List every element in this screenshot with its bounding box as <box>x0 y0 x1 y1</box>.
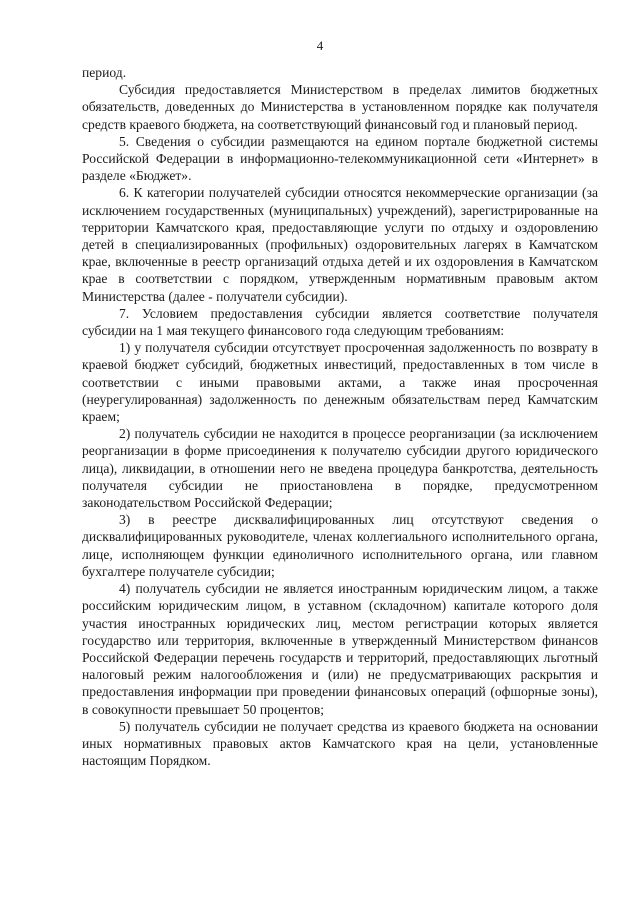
paragraph-item-6: 6. К категории получателей субсидии относятся некоммерческие организации (за исключением государственных (муниципальных) учреждений), зарегистрированные на территории Камчатского края, предоставляющие услуги по отдыху и оздоровлению детей в специализированных (профильных) оздоровительных лагерях в Камчатском крае, включенные в реестр организаций отдыха детей и их оздоровления в Камчатском крае в соответствии с порядком, утвержденным нормативным правовым актом Министерства (далее - получатели субсидии). <box>82 185 598 304</box>
paragraph-item-5: 5. Сведения о субсидии размещаются на едином портале бюджетной системы Российской Федерации в информационно-телекоммуникационной сети «Интернет» в разделе «Бюджет». <box>82 133 598 184</box>
paragraph-requirement-3: 3) в реестре дисквалифицированных лиц отсутствуют сведения о дисквалифицированных руководителе, членах коллегиального исполнительного органа, лице, исполняющем функции единоличного исполнительного органа, или главном бухгалтере получателе субсидии; <box>82 512 598 579</box>
page-number: 4 <box>316 38 324 53</box>
paragraph-requirement-2: 2) получатель субсидии не находится в процессе реорганизации (за исключением реорганизации в форме присоединения к получателю субсидии другого юридического лица), ликвидации, в отношении него не введена процедура банкротства, деятельность получателя субсидии не приостановлена в порядке, предусмотренном законодательством Российской Федерации; <box>82 426 598 511</box>
paragraph-subsidy-limits: Субсидия предоставляется Министерством в пределах лимитов бюджетных обязательств, доведенных до Министерства в установленном порядке как получателя средств краевого бюджета, на соответствующий финансовый год и плановый период. <box>82 82 598 132</box>
paragraph-requirement-5: 5) получатель субсидии не получает средства из краевого бюджета на основании иных нормативных правовых актов Камчатского края на цели, установленные настоящим Порядком. <box>82 718 598 769</box>
paragraph-requirement-1: 1) у получателя субсидии отсутствует просроченная задолженность по возврату в краевой бюджет субсидий, бюджетных инвестиций, предоставленных в том числе в соответствии с иными правовыми актами, а также иная просроченная (неурегулированная) задолженность по денежным обязательствам перед Камчатским краем; <box>82 340 598 425</box>
paragraph-continuation: период. <box>82 65 127 80</box>
paragraph-requirement-4: 4) получатель субсидии не является иностранным юридическим лицом, а также российским юридическим лицом, в уставном (складочном) капитале которого доля участия иностранных юридических лиц, местом регистрации которых является государство или территория, включенные в утвержденный Министерством финансов Российской Федерации перечень государств и территорий, предоставляющих льготный налоговый режим налогообложения и (или) не предусматривающих раскрытия и предоставления информации при проведении финансовых операций (офшорные зоны), в совокупности превышает 50 процентов; <box>82 581 598 717</box>
document-body <box>82 64 598 769</box>
paragraph-item-7: 7. Условием предоставления субсидии является соответствие получателя субсидии на 1 мая текущего финансового года следующим требованиям: <box>82 305 598 339</box>
